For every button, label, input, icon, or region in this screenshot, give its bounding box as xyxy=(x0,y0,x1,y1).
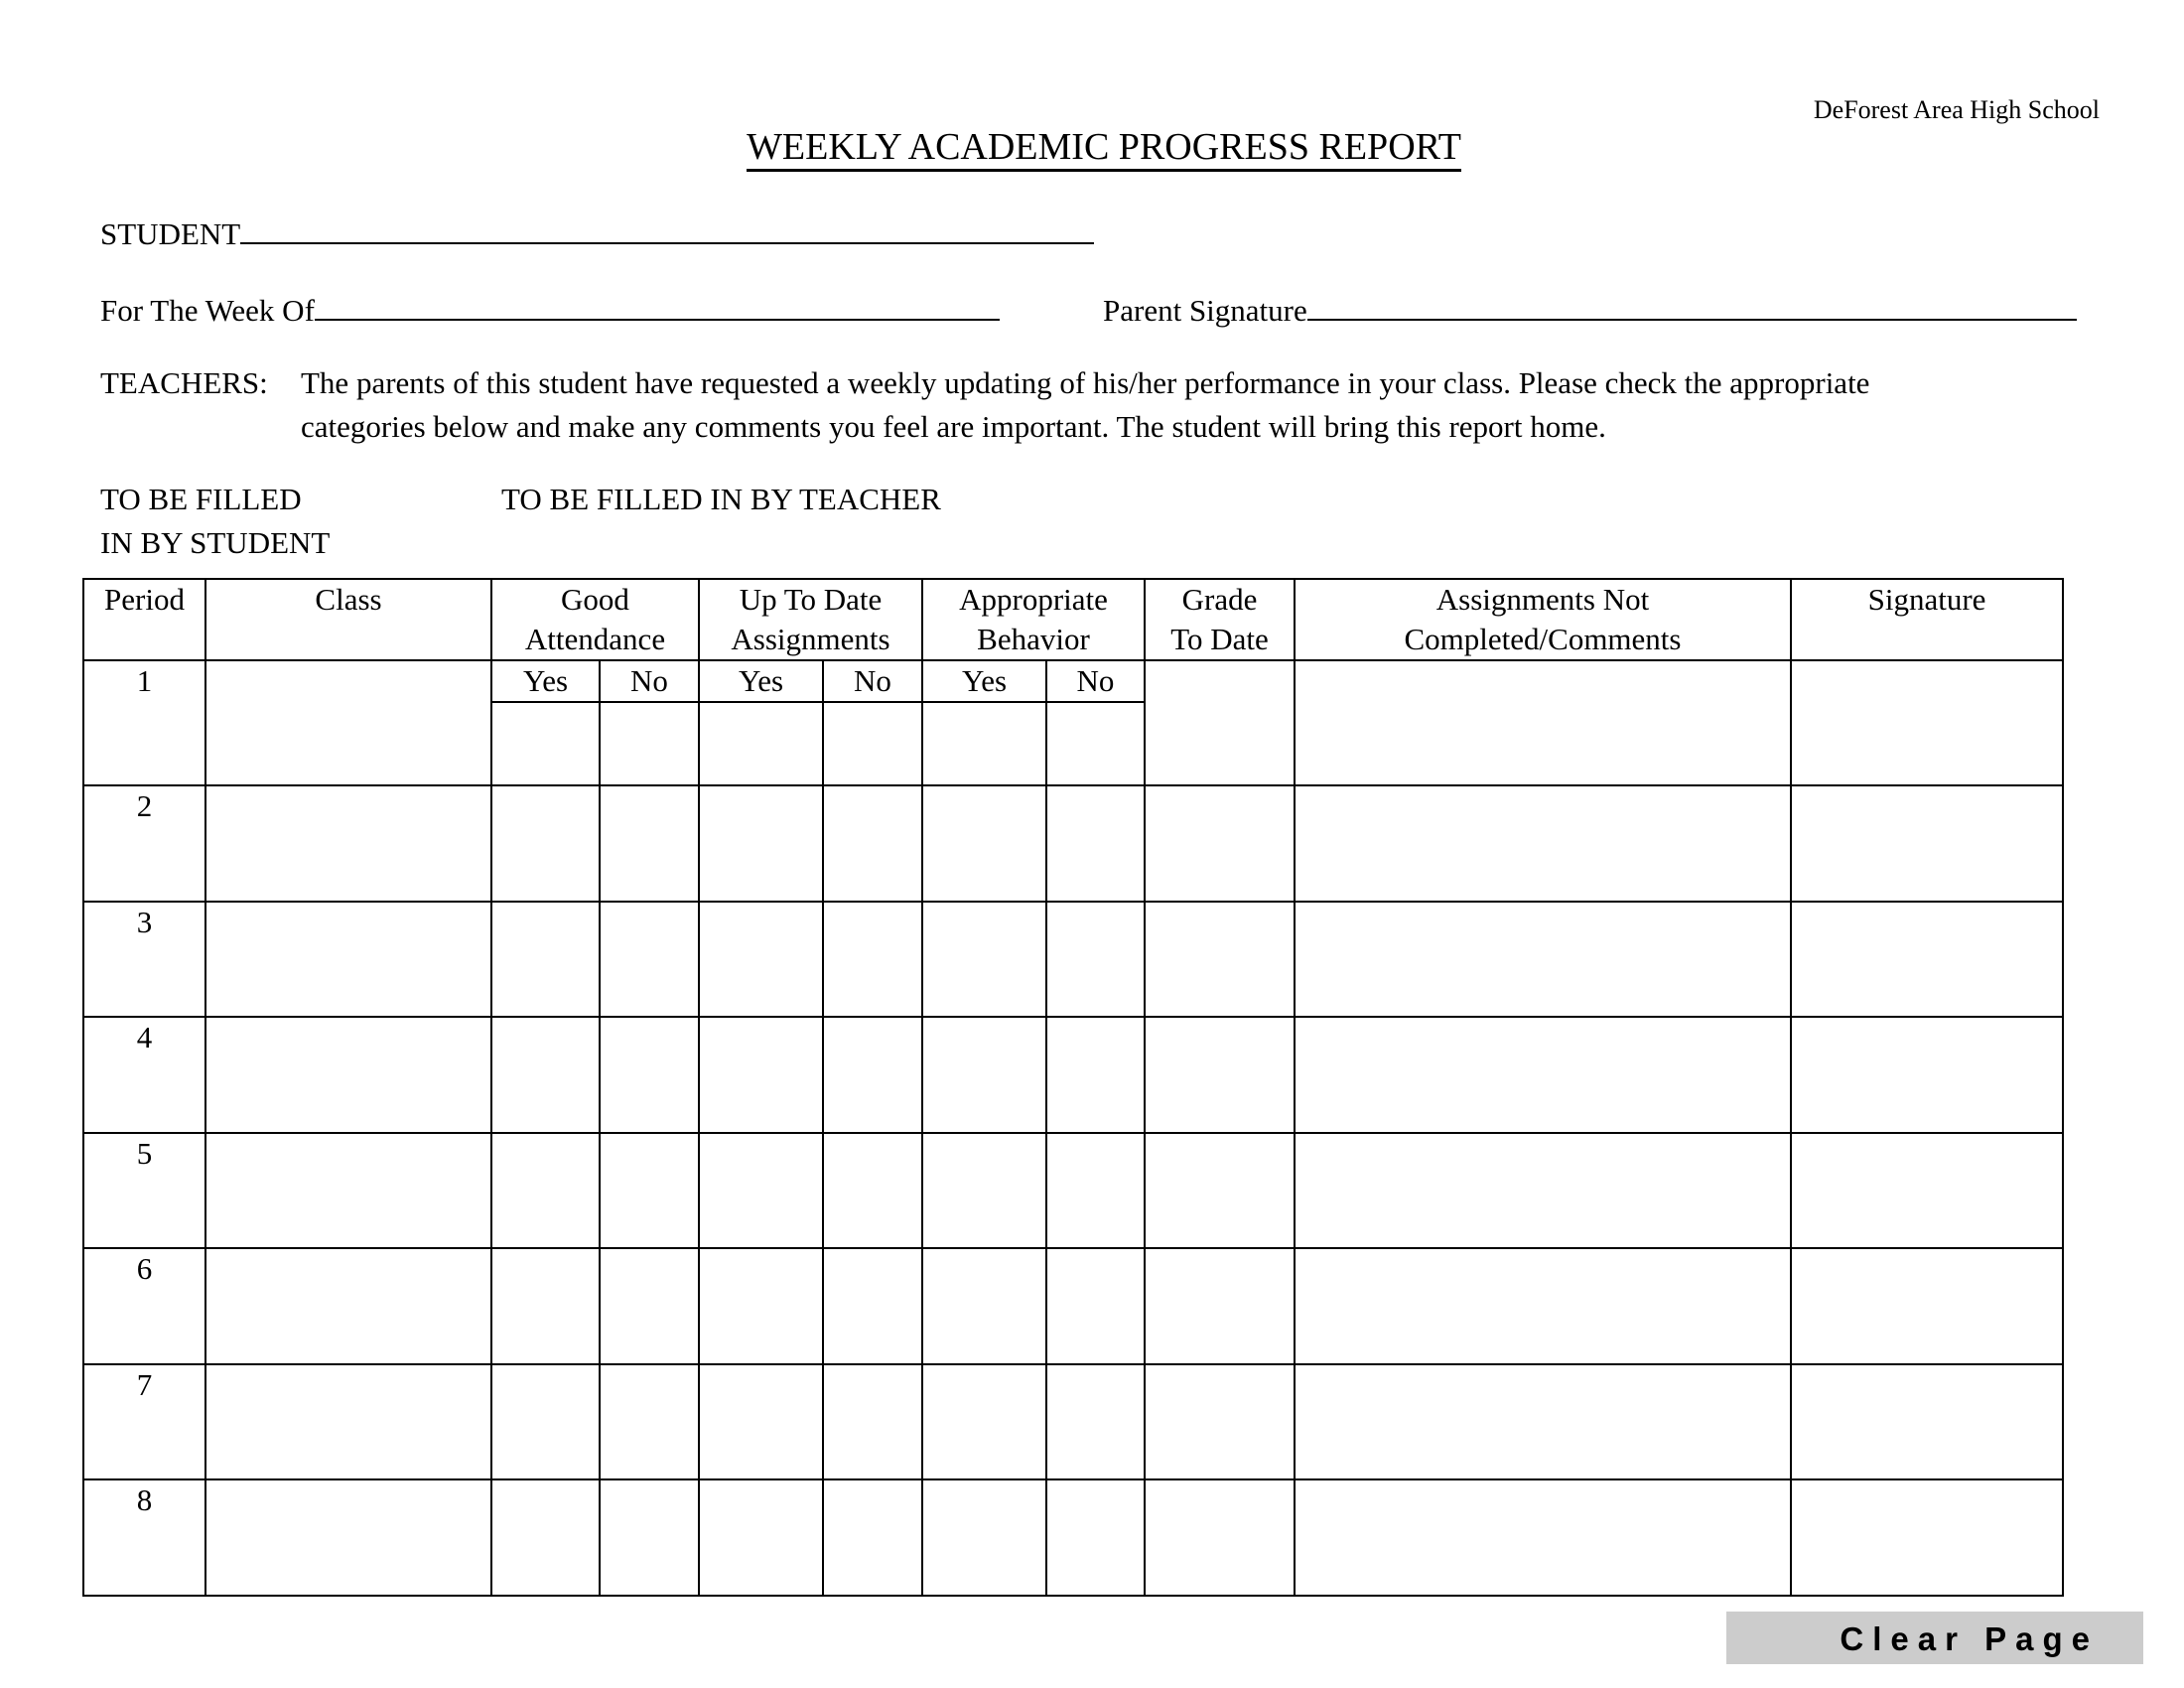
grade-input[interactable] xyxy=(1145,1133,1295,1249)
grade-input[interactable] xyxy=(1145,1364,1295,1480)
table-header-row xyxy=(83,579,2063,660)
behavior-yes-checkbox[interactable] xyxy=(922,702,1046,785)
behavior-yes-checkbox[interactable] xyxy=(922,1017,1046,1133)
behavior-no-checkbox[interactable] xyxy=(1046,1133,1145,1249)
comments-input[interactable] xyxy=(1295,1133,1791,1249)
assignments-yes-checkbox[interactable] xyxy=(699,1364,823,1480)
week-input[interactable] xyxy=(315,293,1000,321)
attendance-yes-checkbox[interactable] xyxy=(491,1364,600,1480)
class-input[interactable] xyxy=(205,1017,491,1133)
grade-input[interactable] xyxy=(1145,902,1295,1018)
progress-table xyxy=(82,578,2064,1597)
class-input[interactable] xyxy=(205,660,491,785)
table-row xyxy=(83,1017,2063,1133)
page-title xyxy=(0,125,2184,169)
comments-input[interactable] xyxy=(1295,1017,1791,1133)
week-label: For The Week Of xyxy=(100,293,315,328)
header-attendance: Good Attendance xyxy=(491,579,699,660)
header-grade: Grade To Date xyxy=(1145,579,1295,660)
assignments-yes-checkbox[interactable] xyxy=(699,1248,823,1364)
header-class: Class xyxy=(205,579,491,660)
behavior-no-checkbox[interactable] xyxy=(1046,902,1145,1018)
attendance-yes-checkbox[interactable] xyxy=(491,1248,600,1364)
student-section-label-1: TO BE FILLED xyxy=(100,482,302,516)
class-input[interactable] xyxy=(205,785,491,902)
period-cell: 2 xyxy=(83,785,205,902)
instructions-line-2: categories below and make any comments you feel are important. The student will bring this report home. xyxy=(301,409,1606,444)
class-input[interactable] xyxy=(205,1133,491,1249)
behavior-no-checkbox[interactable] xyxy=(1046,1248,1145,1364)
week-field xyxy=(100,293,1000,329)
table-row xyxy=(83,785,2063,902)
table-row xyxy=(83,902,2063,1018)
attendance-yes-checkbox[interactable] xyxy=(491,902,600,1018)
table-row xyxy=(83,1133,2063,1249)
attendance-no-checkbox[interactable] xyxy=(600,1248,699,1364)
teacher-section-label: TO BE FILLED IN BY TEACHER xyxy=(501,482,941,516)
assignments-no-checkbox[interactable] xyxy=(823,1364,922,1480)
parent-signature-field xyxy=(1103,293,2077,329)
signature-input[interactable] xyxy=(1791,902,2063,1018)
attendance-yes-checkbox[interactable] xyxy=(491,785,600,902)
period-cell: 8 xyxy=(83,1479,205,1596)
behavior-yes-checkbox[interactable] xyxy=(922,785,1046,902)
table-row xyxy=(83,660,2063,702)
behavior-no-label: No xyxy=(1046,660,1145,702)
comments-input[interactable] xyxy=(1295,785,1791,902)
header-assignments: Up To Date Assignments xyxy=(699,579,922,660)
period-cell: 3 xyxy=(83,902,205,1018)
period-cell: 1 xyxy=(83,660,205,785)
behavior-yes-checkbox[interactable] xyxy=(922,902,1046,1018)
parent-signature-label: Parent Signature xyxy=(1103,293,1307,328)
signature-input[interactable] xyxy=(1791,1017,2063,1133)
behavior-no-checkbox[interactable] xyxy=(1046,1364,1145,1480)
assignments-yes-checkbox[interactable] xyxy=(699,702,823,785)
behavior-no-checkbox[interactable] xyxy=(1046,785,1145,902)
teachers-label: TEACHERS: xyxy=(100,365,268,400)
signature-input[interactable] xyxy=(1791,1248,2063,1364)
attendance-no-checkbox[interactable] xyxy=(600,902,699,1018)
attendance-yes-label: Yes xyxy=(491,660,600,702)
header-period: Period xyxy=(83,579,205,660)
comments-input[interactable] xyxy=(1295,1248,1791,1364)
grade-input[interactable] xyxy=(1145,1017,1295,1133)
behavior-yes-checkbox[interactable] xyxy=(922,1248,1046,1364)
table-row xyxy=(83,1479,2063,1596)
attendance-no-label: No xyxy=(600,660,699,702)
attendance-no-checkbox[interactable] xyxy=(600,1364,699,1480)
class-input[interactable] xyxy=(205,1479,491,1596)
page-title-text: WEEKLY ACADEMIC PROGRESS REPORT xyxy=(747,126,1461,172)
behavior-yes-checkbox[interactable] xyxy=(922,1364,1046,1480)
student-section-label-2: IN BY STUDENT xyxy=(100,525,331,560)
period-cell: 6 xyxy=(83,1248,205,1364)
attendance-no-checkbox[interactable] xyxy=(600,1479,699,1596)
header-comments: Assignments Not Completed/Comments xyxy=(1295,579,1791,660)
attendance-yes-checkbox[interactable] xyxy=(491,1479,600,1596)
signature-input[interactable] xyxy=(1791,1479,2063,1596)
student-label: STUDENT xyxy=(100,216,241,251)
assignments-no-checkbox[interactable] xyxy=(823,702,922,785)
assignments-no-checkbox[interactable] xyxy=(823,785,922,902)
class-input[interactable] xyxy=(205,902,491,1018)
behavior-yes-label: Yes xyxy=(922,660,1046,702)
attendance-yes-checkbox[interactable] xyxy=(491,1133,600,1249)
attendance-no-checkbox[interactable] xyxy=(600,785,699,902)
student-field xyxy=(100,216,1094,252)
attendance-no-checkbox[interactable] xyxy=(600,702,699,785)
grade-input[interactable] xyxy=(1145,660,1295,785)
assignments-no-checkbox[interactable] xyxy=(823,1133,922,1249)
header-behavior: Appropriate Behavior xyxy=(922,579,1145,660)
parent-signature-input[interactable] xyxy=(1307,293,2077,321)
attendance-yes-checkbox[interactable] xyxy=(491,702,600,785)
header-signature: Signature xyxy=(1791,579,2063,660)
table-row xyxy=(83,1364,2063,1480)
comments-input[interactable] xyxy=(1295,902,1791,1018)
behavior-no-checkbox[interactable] xyxy=(1046,1017,1145,1133)
assignments-yes-checkbox[interactable] xyxy=(699,1479,823,1596)
behavior-no-checkbox[interactable] xyxy=(1046,702,1145,785)
period-cell: 4 xyxy=(83,1017,205,1133)
grade-input[interactable] xyxy=(1145,1248,1295,1364)
assignments-yes-label: Yes xyxy=(699,660,823,702)
school-name: DeForest Area High School xyxy=(1813,95,2100,124)
attendance-no-checkbox[interactable] xyxy=(600,1017,699,1133)
comments-input[interactable] xyxy=(1295,1479,1791,1596)
signature-input[interactable] xyxy=(1791,1133,2063,1249)
assignments-yes-checkbox[interactable] xyxy=(699,785,823,902)
class-input[interactable] xyxy=(205,1248,491,1364)
period-cell: 5 xyxy=(83,1133,205,1249)
assignments-no-checkbox[interactable] xyxy=(823,1017,922,1133)
table-row xyxy=(83,1248,2063,1364)
clear-page-button[interactable]: Clear Page xyxy=(1726,1612,2143,1664)
period-cell: 7 xyxy=(83,1364,205,1480)
grade-input[interactable] xyxy=(1145,1479,1295,1596)
instructions-line-1: The parents of this student have requested a weekly updating of his/her performance in your class. Please check the appropriate xyxy=(301,365,1870,400)
signature-input[interactable] xyxy=(1791,660,2063,785)
behavior-yes-checkbox[interactable] xyxy=(922,1479,1046,1596)
assignments-yes-checkbox[interactable] xyxy=(699,1133,823,1249)
assignments-no-checkbox[interactable] xyxy=(823,1248,922,1364)
assignments-yes-checkbox[interactable] xyxy=(699,902,823,1018)
grade-input[interactable] xyxy=(1145,785,1295,902)
attendance-yes-checkbox[interactable] xyxy=(491,1017,600,1133)
behavior-yes-checkbox[interactable] xyxy=(922,1133,1046,1249)
assignments-no-checkbox[interactable] xyxy=(823,1479,922,1596)
signature-input[interactable] xyxy=(1791,785,2063,902)
assignments-no-label: No xyxy=(823,660,922,702)
comments-input[interactable] xyxy=(1295,660,1791,785)
signature-input[interactable] xyxy=(1791,1364,2063,1480)
class-input[interactable] xyxy=(205,1364,491,1480)
assignments-yes-checkbox[interactable] xyxy=(699,1017,823,1133)
student-input[interactable] xyxy=(240,216,1094,244)
attendance-no-checkbox[interactable] xyxy=(600,1133,699,1249)
behavior-no-checkbox[interactable] xyxy=(1046,1479,1145,1596)
comments-input[interactable] xyxy=(1295,1364,1791,1480)
assignments-no-checkbox[interactable] xyxy=(823,902,922,1018)
